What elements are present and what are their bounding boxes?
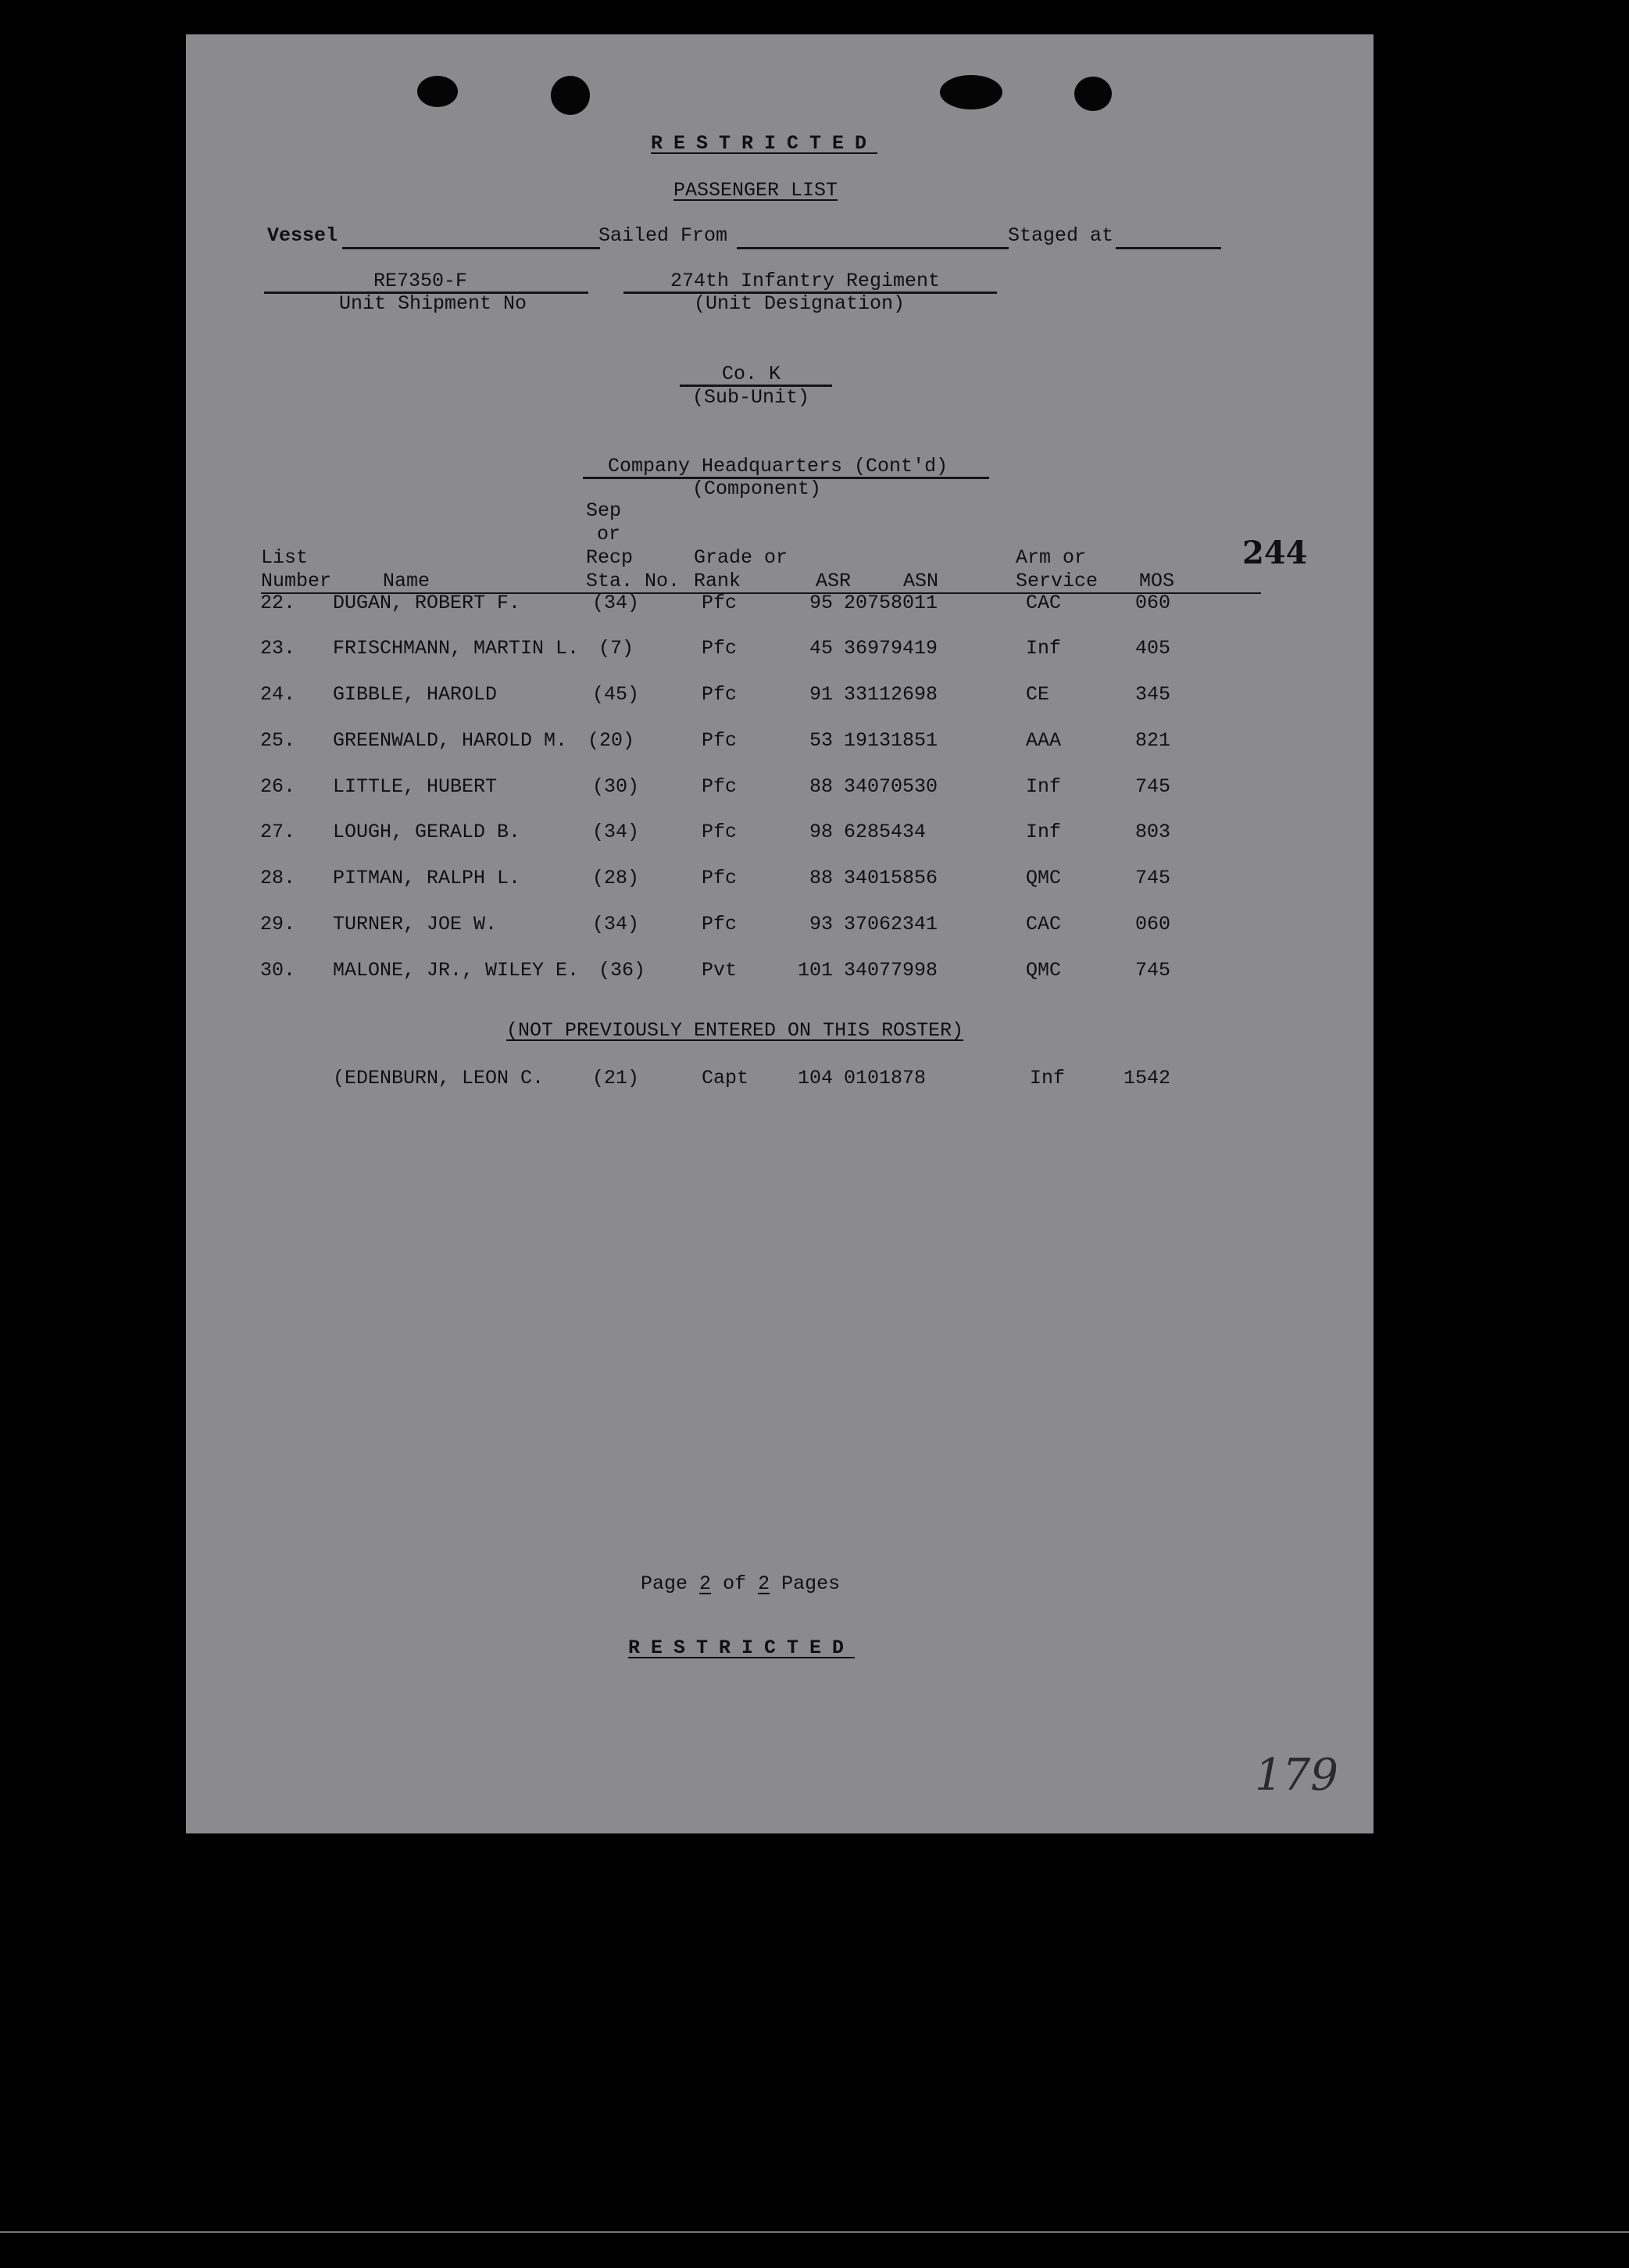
table-row: 28. PITMAN, RALPH L. (28) Pfc 88 34015856 QMC 745 xyxy=(260,867,1171,889)
unit-shipment-no: RE7350-F xyxy=(373,270,468,292)
component-caption: (Component) xyxy=(692,478,822,500)
document-page xyxy=(186,34,1374,1833)
component: Company Headquarters (Cont'd) xyxy=(608,455,948,478)
page-count: Page 2 of 2 Pages xyxy=(641,1572,841,1595)
not-previously-entered-note: (NOT PREVIOUSLY ENTERED ON THIS ROSTER) xyxy=(506,1019,964,1042)
col-grade: Grade or Rank xyxy=(694,546,788,592)
unit-shipment-caption: Unit Shipment No xyxy=(339,292,527,315)
sub-unit: Co. K xyxy=(722,363,781,385)
stamp-number: 244 xyxy=(1242,535,1308,571)
col-mos: MOS xyxy=(1139,570,1175,592)
table-row: 22. DUGAN, ROBERT F. (34) Pfc 95 20758011 CAC 060 xyxy=(260,592,1171,614)
table-row-extra: (EDENBURN, LEON C. (21) Capt 104 0101878 Inf 1542 xyxy=(333,1067,1171,1089)
punch-hole xyxy=(551,76,590,115)
punch-hole xyxy=(940,75,1002,109)
table-row: 27. LOUGH, GERALD B. (34) Pfc 98 6285434 Inf 803 xyxy=(260,821,1171,843)
sailed-from-label: Sailed From xyxy=(598,224,728,247)
col-sep-recp: Sep or Recp Sta. No. xyxy=(586,499,681,592)
col-name: Name xyxy=(383,570,430,592)
unit-designation: 274th Infantry Regiment xyxy=(670,270,941,292)
document-title: PASSENGER LIST xyxy=(673,179,838,202)
table-row: 29. TURNER, JOE W. (34) Pfc 93 37062341 CAC 060 xyxy=(260,913,1171,935)
sailed-from-blank xyxy=(737,247,1009,249)
col-asn: ASN xyxy=(903,570,939,592)
vessel-label: Vessel xyxy=(267,224,338,247)
col-arm-service: Arm or Service xyxy=(1016,546,1099,592)
col-list-number: List Number xyxy=(261,546,332,592)
table-row: 24. GIBBLE, HAROLD (45) Pfc 91 33112698 CE 345 xyxy=(260,683,1171,706)
classification-bottom: RESTRICTED xyxy=(628,1637,856,1659)
table-row: 23. FRISCHMANN, MARTIN L. (7) Pfc 45 36979419 Inf 405 xyxy=(260,637,1171,660)
handwritten-number: 179 xyxy=(1255,1750,1338,1801)
staged-at-label: Staged at xyxy=(1008,224,1114,247)
vessel-blank xyxy=(342,247,600,249)
classification-top: RESTRICTED xyxy=(651,132,878,155)
punch-hole xyxy=(417,76,458,107)
scan-edge-line xyxy=(0,2231,1629,2233)
table-row: 26. LITTLE, HUBERT (30) Pfc 88 34070530 Inf 745 xyxy=(260,775,1171,798)
table-row: 30. MALONE, JR., WILEY E. (36) Pvt 101 34077998 QMC 745 xyxy=(260,959,1171,982)
col-asr: ASR xyxy=(816,570,852,592)
staged-at-blank xyxy=(1116,247,1221,249)
sub-unit-caption: (Sub-Unit) xyxy=(692,386,810,409)
table-row: 25. GREENWALD, HAROLD M. (20) Pfc 53 19131851 AAA 821 xyxy=(260,729,1171,752)
unit-designation-caption: (Unit Designation) xyxy=(694,292,906,315)
punch-hole xyxy=(1074,77,1112,111)
